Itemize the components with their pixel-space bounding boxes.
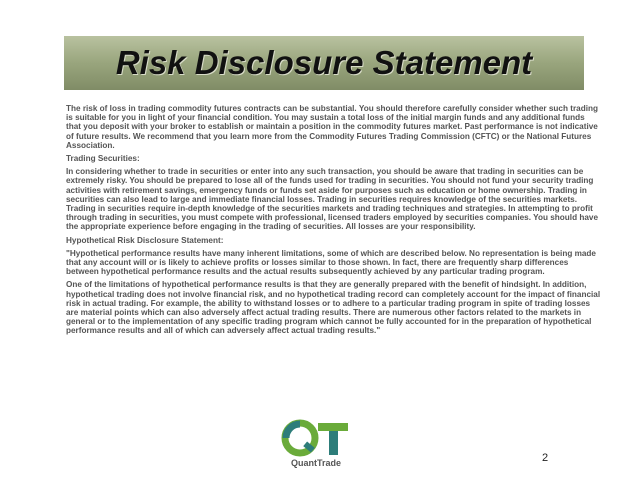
qt-logo-icon [278, 418, 354, 458]
trading-securities-paragraph: In considering whether to trade in securities or enter into any such transaction, you should be aware that trading in securities can be extremely risky. You should be prepared to lose all of the funds used for trading in securities. You should not fund your security trading activities with retirement savings, emergency funds or funds set aside for purposes such as education or home ownership. Trading in securities can also lead to large and immediate financial losses. Trading in securities requires knowledge of the securities markets. Trading in securities require in-depth knowledge of the securities markets and trading techniques and strategies. In attempting to profit through trading in securities, you must compete with professional, licensed traders employed by securities companies. You should have the appropriate experience before engaging in the trading of securities. All losses are your responsibility. [66, 167, 599, 232]
disclosure-body [66, 104, 601, 340]
section-heading-hypothetical: Hypothetical Risk Disclosure Statement: [66, 235, 224, 245]
page-number: 2 [542, 452, 549, 464]
hypothetical-paragraph-1: "Hypothetical performance results have many inherent limitations, some of which are described below. No representation is being made that any account will or is likely to achieve profits or losses similar to those shown. In fact, there are frequently sharp differences between hypothetical performance results and the actual results subsequently achieved by any particular trading program. [66, 248, 596, 277]
slide-title: Risk Disclosure Statement [115, 44, 533, 81]
title-band [64, 36, 584, 90]
logo-caption: QuantTrade [290, 458, 341, 468]
quanttrade-logo [278, 418, 354, 470]
intro-paragraph: The risk of loss in trading commodity futures contracts can be substantial. You should therefore carefully consider whether such trading is suitable for you in light of your financial condition. You may sustain a total loss of the initial margin funds and any additional funds that you deposit with your broker to establish or maintain a position in the commodity futures market. Past performance is not indicative of future results. We recommend that you learn more from the Commodity Futures Trading Commission (CFTC) or the National Futures Association. [66, 104, 598, 150]
section-heading-trading-securities: Trading Securities: [66, 154, 140, 164]
hypothetical-paragraph-2: One of the limitations of hypothetical performance results is that they are generally prepared with the benefit of hindsight. In addition, hypothetical trading does not involve financial risk, and no hypothetical trading record can completely account for the impact of financial risk in actual trading. For example, the ability to withstand losses or to adhere to a particular trading program in spite of trading losses are material points which can also adversely affect actual trading results. There are numerous other factors related to the markets in general or to the implementation of any specific trading program which cannot be fully accounted for in the preparation of hypothetical performance results and all of which can adversely affect actual trading results." [66, 280, 601, 336]
